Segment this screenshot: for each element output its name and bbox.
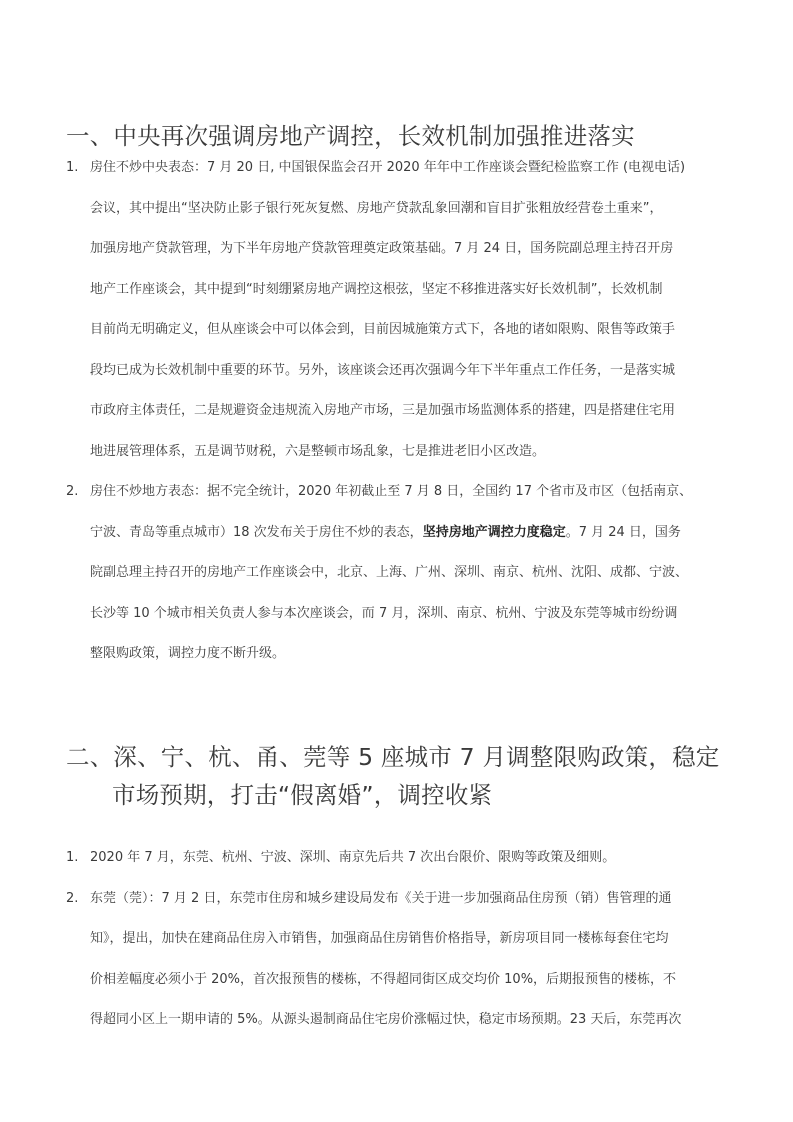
paragraph-line: 价相差幅度必须小于 20%，首次报预售的楼栋，不得超同街区成交均价 10%，后期报预售的楼栋，不 xyxy=(90,971,677,987)
paragraph-line: 地进展管理体系，五是调节财税，六是整顿市场乱象，七是推进老旧小区改造。 xyxy=(90,443,546,459)
paragraph-line: 东莞（莞）：7 月 2 日，东莞市住房和城乡建设局发布《关于进一步加强商品住房预（销）售管理的通 xyxy=(90,890,672,906)
paragraph-line: 市政府主体责任，二是规避资金违规流入房地产市场，三是加强市场监测体系的搭建，四是搭建住宅用 xyxy=(90,403,676,418)
emphasis-text: 坚持房地产调控力度稳定 xyxy=(422,524,566,540)
paragraph-line-with-emphasis xyxy=(90,513,726,554)
list-item xyxy=(66,838,726,879)
paragraph-line: 长沙等 10 个城市相关负责人参与本次座谈会，而 7 月，深圳、南京、杭州、宁波及东莞等城市纷纷调 xyxy=(90,605,678,621)
paragraph-line: 院副总理主持召开的房地产工作座谈会中，北京、上海、广州、深圳、南京、杭州、沈阳、成都、宁波、 xyxy=(90,565,689,580)
text-run: 。7 月 24 日，国务 xyxy=(565,524,681,540)
list-item xyxy=(66,472,726,675)
list-item-number: 1. xyxy=(66,850,79,865)
paragraph-line: 房住不炒地方表态：据不完全统计，2020 年初截止至 7 月 8 日，全国约 17 个省市及市区（包括南京、 xyxy=(90,484,693,499)
paragraph-line: 2020 年 7 月，东莞、杭州、宁波、深圳、南京先后共 7 次出台限价、限购等政策及细则。 xyxy=(90,850,616,865)
paragraph-line: 会议，其中提出“坚决防止影子银行死灰复燃、房地产贷款乱象回潮和盲目扩张粗放经营卷土重来”， xyxy=(90,200,663,216)
paragraph-line: 得超同小区上一期申请的 5%。从源头遏制商品住宅房价涨幅过快，稳定市场预期。23 天后，东莞再次 xyxy=(90,1012,682,1027)
paragraph-line: 房住不炒中央表态：7 月 20 日, 中国银保监会召开 2020 年年中工作座谈会暨纪检监察工作 (电视电话) xyxy=(90,160,686,175)
paragraph-line: 段均已成为长效机制中重要的环节。另外，该座谈会还再次强调今年下半年重点工作任务，一是落实城 xyxy=(90,362,676,378)
paragraph-line: 加强房地产贷款管理，为下半年房地产贷款管理奠定政策基础。7 月 24 日，国务院副总理主持召开房 xyxy=(90,241,674,256)
list-item-number: 1. xyxy=(66,160,79,175)
list-item xyxy=(66,879,726,1041)
paragraph-line: 目前尚无明确定义，但从座谈会中可以体会到，目前因城施策方式下，各地的诸如限购、限售等政策手 xyxy=(90,322,676,337)
heading-line: 市场预期，打击“假离婚”，调控收紧 xyxy=(112,781,493,809)
section-2-list xyxy=(66,838,726,1041)
list-item-number: 2. xyxy=(66,484,79,499)
paragraph-line: 地产工作座谈会，其中提到“时刻绷紧房地产调控这根弦，坚定不移推进落实好长效机制”，长效机制 xyxy=(90,281,663,297)
list-item xyxy=(66,148,726,472)
section-1-heading: 一、中央再次强调房地产调控，长效机制加强推进落实 xyxy=(66,122,635,150)
paragraph-line: 知》，提出，加快在建商品住房入市销售，加强商品住房销售价格指导，新房项目同一楼栋每套住宅均 xyxy=(90,931,669,946)
paragraph-line: 整限购政策，调控力度不断升级。 xyxy=(90,646,286,661)
list-item-number: 2. xyxy=(66,890,79,906)
section-1-list xyxy=(66,148,726,675)
text-run: 宁波、青岛等重点城市）18 次发布关于房住不炒的表态， xyxy=(90,524,423,540)
heading-line: 二、深、宁、杭、甬、莞等 5 座城市 7 月调整限购政策，稳定 xyxy=(66,743,720,771)
section-2-heading xyxy=(66,738,726,814)
